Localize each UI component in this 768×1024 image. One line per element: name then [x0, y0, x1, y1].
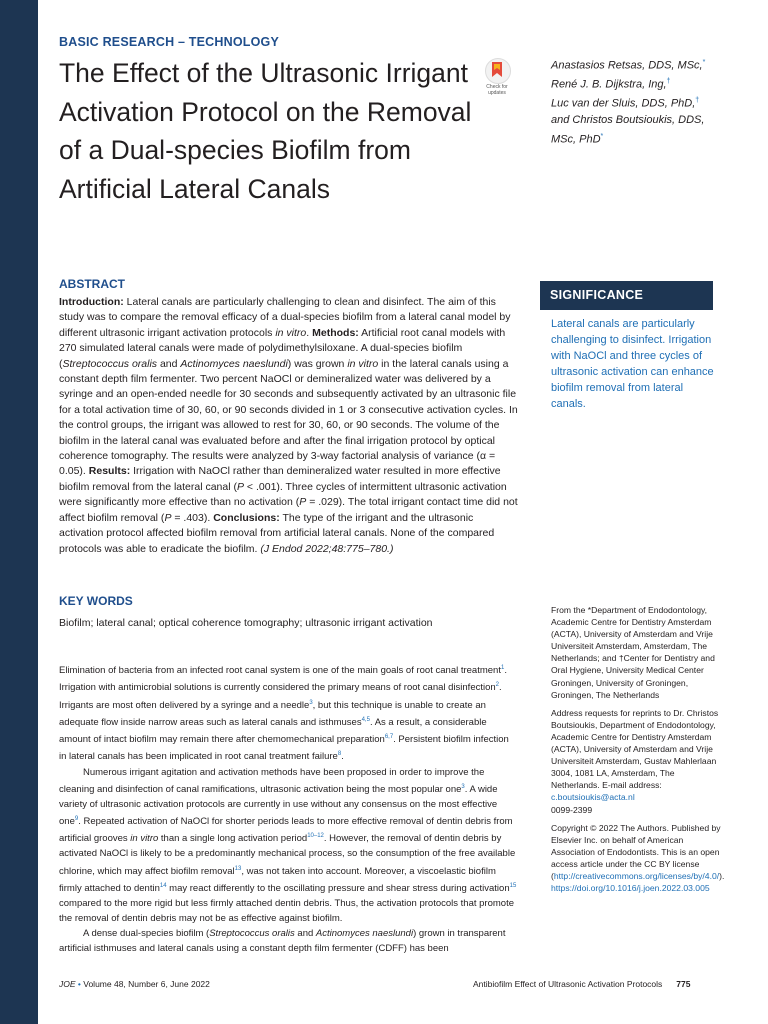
author-line: Luc van der Sluis, DDS, PhD,†: [551, 97, 700, 110]
significance-box: [540, 281, 713, 310]
left-color-bar: [0, 0, 38, 1024]
author-list: [551, 55, 726, 148]
affiliation-notes: [551, 604, 723, 900]
footer-running-title: Antibiofilm Effect of Ultrasonic Activation Protocols 775: [473, 979, 691, 989]
license-link[interactable]: http://creativecommons.org/licenses/by/4.0/: [553, 870, 720, 881]
reference-link[interactable]: 8: [337, 751, 342, 758]
reference-link[interactable]: 1: [500, 665, 505, 671]
page-number: 775: [676, 979, 691, 989]
email-link[interactable]: c.boutsioukis@acta.nl: [551, 792, 635, 803]
author-line: Anastasios Retsas, DDS, MSc,*: [551, 59, 706, 72]
reference-link[interactable]: 3: [309, 699, 313, 706]
body-paragraph: A dense dual-species biofilm (Streptococcus oralis and Actinomyces naeslundi) grown in transparent artificial isthmuses and lateral canals using a constant depth film fermenter (CDFF) has been: [59, 928, 506, 955]
badge-caption: Check for updates: [486, 84, 508, 96]
significance-heading: SIGNIFICANCE: [550, 288, 644, 302]
reference-link[interactable]: 10–12: [307, 833, 324, 840]
reference-link[interactable]: 6,7: [384, 734, 394, 740]
reference-link[interactable]: 13: [234, 865, 242, 872]
reference-link[interactable]: 4,5: [361, 716, 370, 723]
author-line: René J. B. Dijkstra, Ing,†: [551, 78, 671, 91]
affiliations: From the *Department of Endodontology, Academic Centre for Dentistry Amsterdam (ACTA), University of Amsterdam and Vrije Universiteit Amsterdam, Amsterdam, The Netherlands; and †Center for Dentistry and Oral Hygiene, University Medical Center Groningen, University of Groningen, Groningen, The Netherlands: [551, 605, 715, 700]
correspondence: Address requests for reprints to Dr. Christos Boutsioukis, Department of Endodontology, Academic Centre for Dentistry Amsterdam (ACTA), University of Amsterdam and Vrije Universiteit Amsterdam, Gustav Mahlerlaan 3004, 1081 LA, Amsterdam, The Netherlands. E-mail address: c.boutsioukis@acta.nl 0099-2399: [551, 707, 719, 815]
footer-journal-info: JOE • Volume 48, Number 6, June 2022: [59, 979, 210, 989]
article-title: The Effect of the Ultrasonic Irrigant Activation Protocol on the Removal of a Dual-species Biofilm from Artificial Lateral Canals: [59, 58, 472, 204]
keywords-text: Biofilm; lateral canal; optical coherence tomography; ultrasonic irrigant activation: [59, 617, 433, 629]
significance-text: Lateral canals are particularly challenging to disinfect. Irrigation with NaOCl and three cycles of ultrasonic activation can enhance biofilm removal from lateral canals.: [551, 318, 714, 410]
author-line: MSc, PhD*: [551, 132, 604, 146]
body-paragraph: Numerous irrigant agitation and activation methods have been proposed in order to improve the cleaning and disinfection of canal ramifications, ultrasonic activation being the most popular one$^3$. A wide variety of ultrasonic activation protocols are currently in use without any consensus on the most effective one$^9$. Repeated activation of NaOCl for shorter periods leads to more effective removal of dentin debris from artificial grooves in vitro than a single long activation period$^{10-12}$. However, the removal of dentin debris by activated NaOCl is likely to be a predominantly mechanical process, so the consumption of the free available chlorine, which may affect biofilm removal$^{13}$, was not taken into account. Moreover, a viscoelastic biofilm firmly attached to dentin$^{14}$ may react differently to the oscillating pressure and shear stress during activation$^{15}$ compared to the more rigid but less firmly attached dentin debris. Thus, the activation protocols that promote the removal of dentin debris may not be as effective against biofilm.: [59, 766, 517, 925]
keywords-heading: KEY WORDS: [59, 594, 133, 608]
doi-link[interactable]: https://doi.org/10.1016/j.joen.2022.03.005: [551, 883, 710, 894]
section-label: BASIC RESEARCH – TECHNOLOGY: [59, 35, 280, 49]
bookmark-icon: [490, 62, 504, 77]
copyright: Copyright © 2022 The Authors. Published by Elsevier Inc. on behalf of American Association of Endodontists. This is an open access article under the CC BY license (http://creativecommons.org/licenses/by/4.0/). https://doi.org/10.1016/j.joen.2022.03.005: [551, 822, 725, 894]
abstract-text: Introduction: Lateral canals are particularly challenging to clean and disinfect. The aim of this study was to compare the removal efficacy of a dual-species biofilm from a lateral canal model by different ultrasonic irrigant activation protocols in vitro. Methods: Artificial root canal models with 270 simulated lateral canals were made of polydimethylsiloxane. A dual-species biofilm (Streptococcus oralis and Actinomyces naeslundi) was grown in vitro in the lateral canals using a constant depth film fermenter. Two percent NaOCl or demineralized water was delivered by a syringe and an open-ended needle for 30 seconds and subsequently activated by an ultrasonic file for a total activation time of 30, 60, or 90 seconds divided in 1 or 3 consecutive activation cycles. In the control groups, the irrigant was allowed to rest for 30, 60, or 90 seconds. The volume of the biofilm in the lateral canal was evaluated before and after the final irrigation protocol by optical coherence tomography. The results were analyzed by 3-way factorial analysis of variance (α = 0.05). Results: Irrigation with NaOCl rather than demineralized water resulted in more effective biofilm removal from the lateral canal (P < .001). Three cycles of intermittent ultrasonic activation were significantly more effective than no activation (P = .029). The total irrigant contact time did not affect biofilm removal (P = .403). Conclusions: The type of the irrigant and the ultrasonic activation protocol affected biofilm removal from artificial lateral canals. None of the compared protocols was able to eradicate the biofilm. (J Endod 2022;48:775–780.): [59, 296, 518, 555]
reference-link[interactable]: 3: [461, 783, 465, 790]
reference-link[interactable]: 2: [495, 682, 500, 689]
reference-link[interactable]: 14: [159, 882, 167, 889]
author-line: and Christos Boutsioukis, DDS,: [551, 114, 705, 127]
body-paragraph: Elimination of bacteria from an infected root canal system is one of the main goals of root canal treatment$^1$. Irrigation with antimicrobial solutions is currently considered the primary means of root canal disinfection$^2$. Irrigants are most often delivered by a syringe and a needle$^3$, but this technique is unable to create an adequate flow inside narrow areas such as lateral canals and isthmuses$^{4,5}$. As a result, a considerable amount of intact biofilm may remain there after chemomechanical preparation$^{6,7}$. Persistent biofilm infection in lateral canals has been implicated in root canal treatment failure$^8$.: [59, 665, 509, 763]
reference-link[interactable]: 9: [74, 815, 79, 822]
body-text: [59, 661, 518, 956]
reference-link[interactable]: 15: [509, 882, 517, 889]
check-for-updates-badge[interactable]: [480, 58, 514, 98]
abstract-heading: ABSTRACT: [59, 277, 125, 291]
